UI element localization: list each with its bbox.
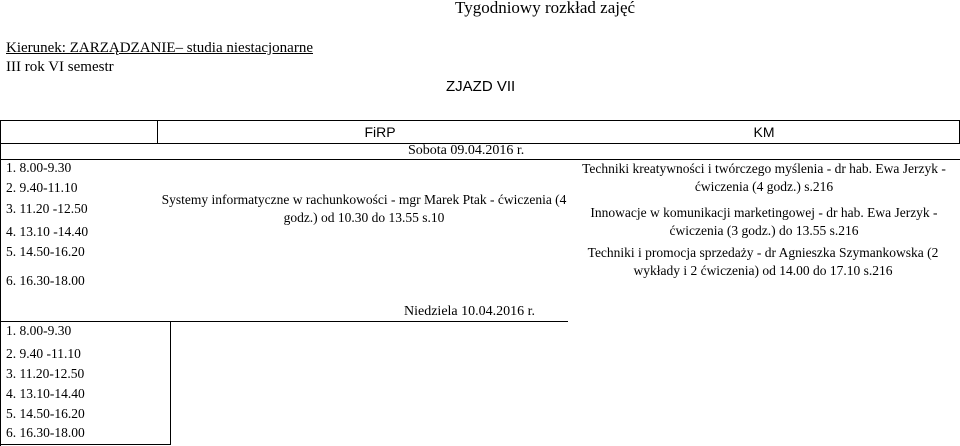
page-title: Tygodniowy rozkład zajęć [455, 0, 636, 17]
km-class-techniki-promocja: Techniki i promocja sprzedaży - dr Agnieszka Szymankowska (2 wykłady i 2 ćwiczenia) od 14.00 do 17.10 s.216 [587, 245, 939, 278]
year-semester-line: III rok VI semestr [6, 59, 114, 75]
table-left-border [0, 120, 1, 446]
saturday-slot-2: 2. 9.40-11.10 [6, 180, 78, 195]
km-class-innowacje: Innowacje w komunikacji marketingowej - dr hab. Ewa Jerzyk - ćwiczenia (3 godz.) do 13.55 s.216 [590, 205, 938, 238]
saturday-slot-4: 4. 13.10 -14.40 [6, 224, 89, 239]
column-header-km: KM [753, 124, 775, 140]
sunday-slot-4: 4. 13.10-14.40 [6, 386, 85, 401]
saturday-slot-3: 3. 11.20 -12.50 [6, 201, 88, 216]
sunday-slot-2: 2. 9.40 -11.10 [6, 346, 81, 361]
sunday-slot-6: 6. 16.30-18.00 [6, 425, 85, 440]
km-class-techniki-kreatywnosci: Techniki kreatywności i twórczego myślenia - dr hab. Ewa Jerzyk - ćwiczenia (4 godz.) s.216 [582, 161, 946, 194]
saturday-slot-1: 1. 8.00-9.30 [6, 160, 72, 175]
column-header-firp: FiRP [364, 124, 396, 140]
table-bottom-border [0, 444, 170, 445]
slot-column-divider [157, 120, 158, 144]
firp-class-systemy: Systemy informatyczne w rachunkowości - mgr Marek Ptak - ćwiczenia (4 godz.) od 10.30 do 13.55 s.10 [161, 192, 567, 225]
sunday-slot-3: 3. 11.20-12.50 [6, 366, 85, 381]
sunday-label: Niedziela 10.04.2016 r. [404, 304, 536, 319]
saturday-slot-5: 5. 14.50-16.20 [6, 244, 85, 259]
table-top-border [0, 120, 960, 121]
slot-left-divider [170, 321, 171, 445]
sunday-slot-5: 5. 14.50-16.20 [6, 406, 85, 421]
saturday-slot-6: 6. 16.30-18.00 [6, 273, 85, 288]
zjazd-label: ZJAZD VII [446, 78, 516, 95]
sunday-slot-1: 1. 8.00-9.30 [6, 323, 72, 338]
saturday-label: Sobota 09.04.2016 r. [408, 143, 525, 158]
sunday-row-divider-left [0, 321, 568, 322]
faculty-line: Kierunek: ZARZĄDZANIE– studia niestacjonarne [6, 40, 313, 56]
